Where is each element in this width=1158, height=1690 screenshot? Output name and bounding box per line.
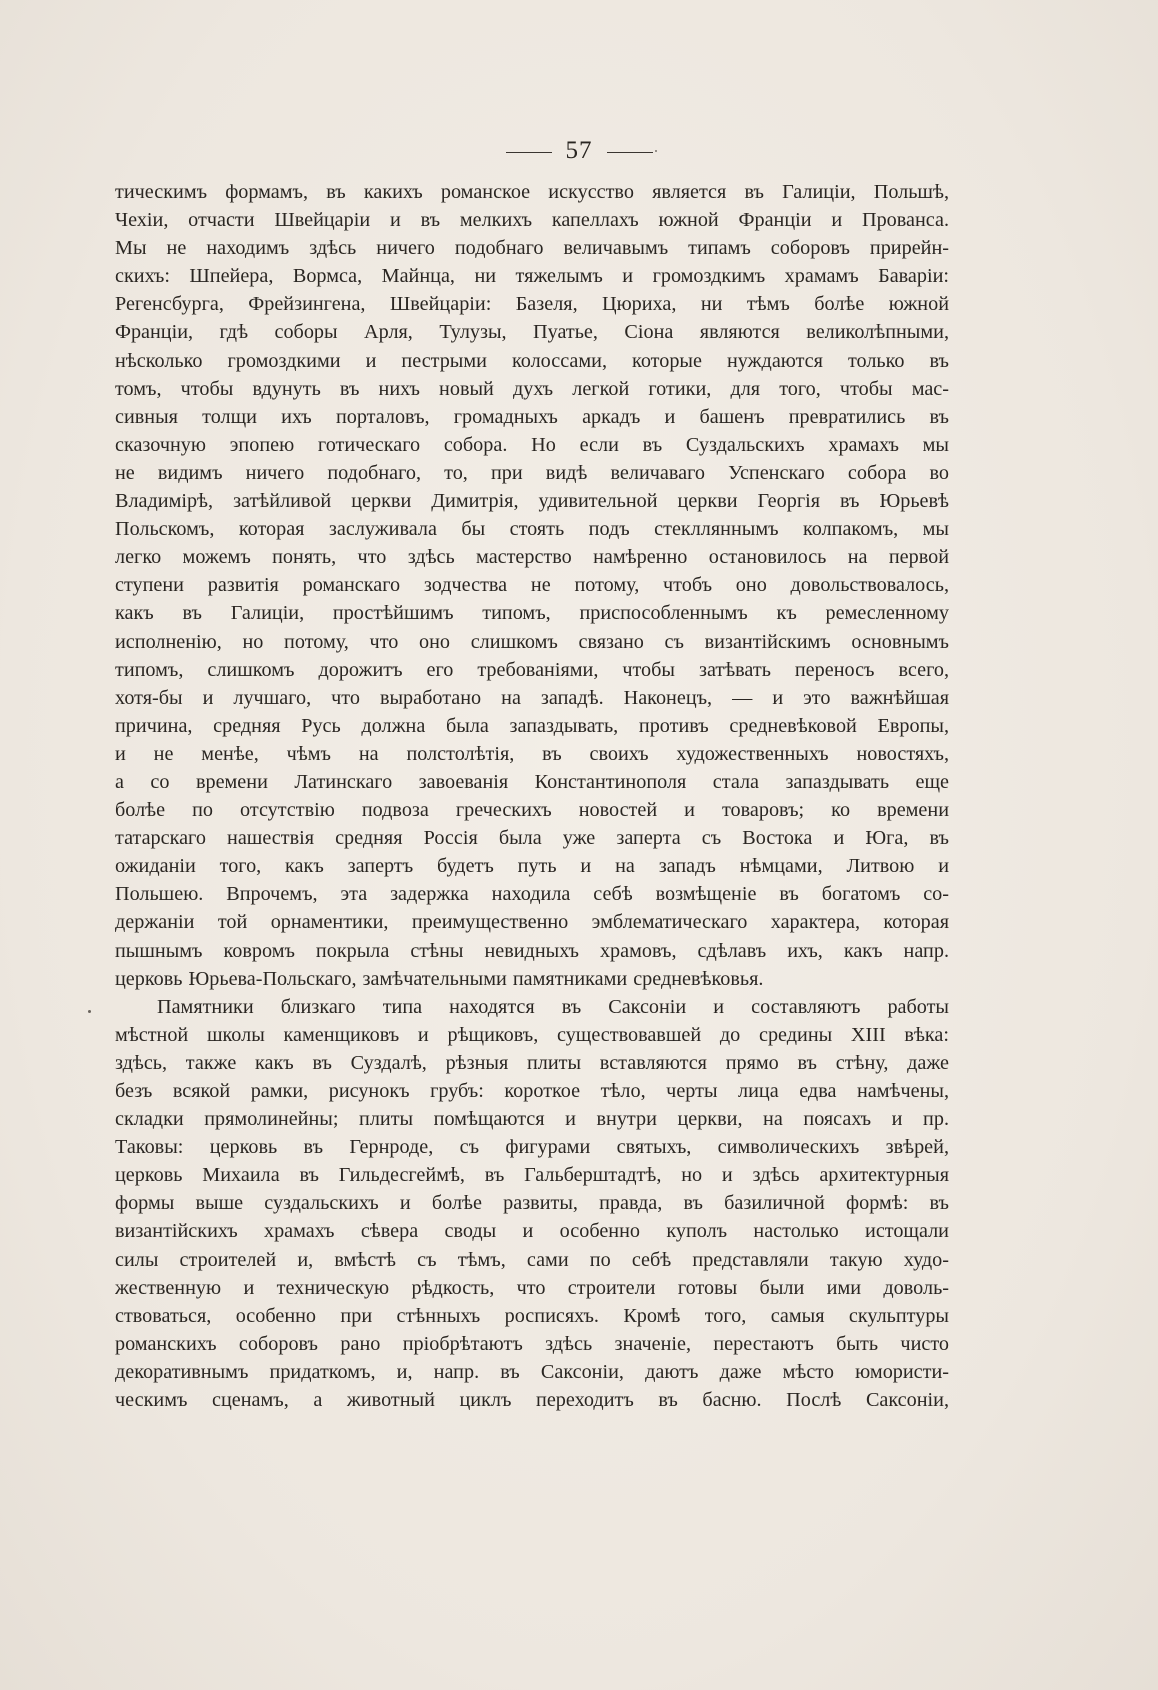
body-text: [115, 178, 949, 1414]
text-line: Польшею. Впрочемъ, эта задержка находила себѣ возмѣщеніе въ богатомъ со-: [115, 883, 949, 906]
text-line: ствоваться, особенно при стѣнныхъ росписяхъ. Кромѣ того, самыя скульптуры: [115, 1304, 949, 1327]
text-line: тическимъ формамъ, въ какихъ романское искусство является въ Галиціи, Польшѣ,: [115, 181, 949, 203]
header-rule-right: [607, 152, 653, 153]
text-line: типомъ, слишкомъ дорожитъ его требованіями, чтобы затѣвать переносъ всего,: [115, 658, 949, 681]
text-line: Чехіи, отчасти Швейцаріи и въ мелкихъ капеллахъ южной Франціи и Прованса.: [115, 209, 949, 232]
text-line: болѣе по отсутствію подвоза греческихъ новостей и товаровъ; ко времени: [115, 799, 949, 822]
text-line: Владимірѣ, затѣйливой церкви Димитрія, удивительной церкви Георгія въ Юрьевѣ: [115, 490, 949, 513]
text-line: романскихъ соборовъ рано пріобрѣтаютъ здѣсь значеніе, перестаютъ быть чисто: [115, 1332, 949, 1355]
text-line: ческимъ сценамъ, а животный циклъ переходитъ въ басню. Послѣ Саксоніи,: [115, 1389, 949, 1412]
text-line: церковь Михаила въ Гильдесгеймѣ, въ Гальберштадтѣ, но и здѣсь архитектурныя: [115, 1164, 949, 1187]
paragraph-2: [115, 993, 949, 1414]
text-line: а со времени Латинскаго завоеванія Константинополя стала запаздывать еще: [115, 770, 949, 793]
text-line: хотя-бы и лучшаго, что выработано на западѣ. Наконецъ, — и это важнѣйшая: [115, 686, 949, 709]
text-line: причина, средняя Русь должна была запаздывать, противъ средневѣковой Европы,: [115, 714, 949, 737]
text-line: церковь Юрьева-Польскаго, замѣчательными памятниками средневѣковья.: [115, 967, 764, 990]
text-line: мѣстной школы каменщиковъ и рѣщиковъ, существовавшей до средины XIII вѣка:: [115, 1023, 949, 1046]
text-line: ступени развитія романскаго зодчества не потому, чтобъ оно довольствовалось,: [115, 574, 949, 597]
text-line: византійскихъ храмахъ сѣвера своды и особенно куполъ настолько истощали: [115, 1220, 949, 1243]
text-line: легко можемъ понять, что здѣсь мастерство намѣренно остановилось на первой: [115, 546, 949, 569]
paragraph-1: [115, 178, 949, 993]
text-line: жественную и техническую рѣдкость, что строители готовы были ими доволь-: [115, 1276, 949, 1299]
text-line: Таковы: церковь въ Гернроде, съ фигурами святыхъ, символическихъ звѣрей,: [115, 1136, 949, 1159]
page-number: 57: [565, 137, 593, 164]
text-line: здѣсь, также какъ въ Суздалѣ, рѣзныя плиты вставляются прямо въ стѣну, даже: [115, 1051, 949, 1074]
text-line: и не менѣе, чѣмъ на полстолѣтія, въ своихъ художественныхъ новостяхъ,: [115, 742, 949, 765]
text-line: не видимъ ничего подобнаго, то, при видѣ величаваго Успенскаго собора во: [115, 461, 949, 484]
text-line: исполненію, но потому, что оно слишкомъ связано съ византійскимъ основнымъ: [115, 630, 949, 653]
text-line: держаніи той орнаментики, преимущественно эмблематическаго характера, которая: [115, 911, 949, 934]
text-line: Польскомъ, которая заслуживала бы стоять подъ стеклляннымъ колпакомъ, мы: [115, 518, 949, 541]
text-line: ожиданіи того, какъ запертъ будетъ путь и на западъ нѣмцами, Литвою и: [115, 855, 949, 878]
text-line: декоративнымъ придаткомъ, и, напр. въ Саксоніи, даютъ даже мѣсто юмористи-: [115, 1360, 949, 1383]
text-line: сивныя толщи ихъ порталовъ, громадныхъ аркадъ и башенъ превратились въ: [115, 405, 949, 428]
page-header: [0, 136, 1158, 166]
header-rule-left: [506, 152, 552, 153]
text-line: безъ всякой рамки, рисунокъ грубъ: короткое тѣло, черты лица едва намѣчены,: [115, 1080, 949, 1102]
text-line: томъ, чтобы вдунуть въ нихъ новый духъ легкой готики, для того, чтобы мас-: [115, 377, 949, 400]
text-line: формы выше суздальскихъ и болѣе развиты, правда, въ базиличной формѣ: въ: [115, 1192, 949, 1215]
text-line: Франціи, гдѣ соборы Арля, Тулузы, Пуатье, Сіона являются великолѣпными,: [115, 321, 949, 344]
text-line: скихъ: Шпейера, Вормса, Майнца, ни тяжелымъ и громоздкимъ храмамъ Баваріи:: [115, 265, 949, 288]
text-line: Памятники близкаго типа находятся въ Саксоніи и составляютъ работы: [157, 995, 949, 1018]
text-line: пышнымъ ковромъ покрыла стѣны невидныхъ храмовъ, сдѣлавъ ихъ, какъ напр.: [115, 939, 949, 962]
text-line: нѣсколько громоздкими и пестрыми колоссами, которые нуждаются только въ: [115, 349, 949, 372]
margin-speck: [88, 1010, 91, 1013]
text-line: какъ въ Галиціи, простѣйшимъ типомъ, приспособленнымъ къ ремесленному: [115, 602, 949, 625]
text-line: сказочную эпопею готическаго собора. Но если въ Суздальскихъ храмахъ мы: [115, 433, 949, 456]
text-line: Мы не находимъ здѣсь ничего подобнаго величавымъ типамъ соборовъ прирейн-: [115, 237, 949, 260]
text-line: Регенсбурга, Фрейзингена, Швейцаріи: Базеля, Цюриха, ни тѣмъ болѣе южной: [115, 293, 949, 316]
text-line: складки прямолинейны; плиты помѣщаются и внутри церкви, на поясахъ и пр.: [115, 1108, 949, 1131]
text-line: татарскаго нашествія средняя Россія была уже заперта съ Востока и Юга, въ: [115, 827, 949, 850]
text-line: силы строителей и, вмѣстѣ съ тѣмъ, сами по себѣ представляли такую худо-: [115, 1248, 949, 1271]
